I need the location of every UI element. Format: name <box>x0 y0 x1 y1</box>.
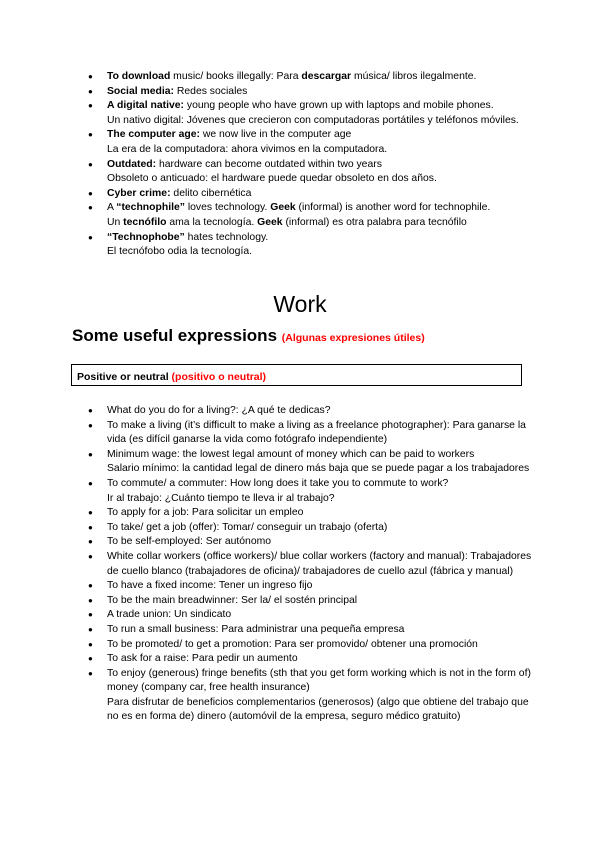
definition: Redes sociales <box>174 85 248 97</box>
list-item: ● What do you do for a living?: ¿A qué te dedicas? <box>88 404 538 419</box>
list-item <box>88 99 538 128</box>
term: “Technophobe” <box>107 231 185 243</box>
translation: El tecnófobo odia la tecnología. <box>107 246 252 258</box>
definition: we now live in the computer age <box>199 129 352 141</box>
definition: delito cibernética <box>170 187 252 199</box>
text: Un <box>107 216 124 228</box>
term: To download <box>107 71 171 82</box>
page-title: Work <box>273 291 327 317</box>
text: (informal) es otra palabra para tecnófilo <box>282 216 467 228</box>
term: Social media: <box>107 85 174 97</box>
list-item: ● To take/ get a job (offer): Tomar/ conseguir un trabajo (oferta) <box>88 521 538 536</box>
list-item: ● To apply for a job: Para solicitar un empleo <box>88 506 538 521</box>
list-item: ● White collar workers (office workers)/ blue collar workers (factory and manual): Trabajadores de cuello blanco (trabajadores de oficina)/ trabajadores de cuello azul (fábrica y manual) <box>88 550 538 579</box>
list-item: ● To enjoy (generous) fringe benefits (sth that you get form working which is not in the form of) money (company car, free health insurance) Para disfrutar de beneficios complementarios (generosos) (algo que obtiene del trabajo que no es en forma de) dinero (automóvil de la empresa, seguro médico gratuito) <box>88 667 538 725</box>
term: descargar <box>301 71 352 82</box>
category-label: Positive or neutral <box>77 371 169 383</box>
list-item <box>88 187 538 202</box>
list-item: ● To be self-employed: Ser autónomo <box>88 535 538 550</box>
category-box <box>71 364 522 386</box>
section-heading-translation: (Algunas expresiones útiles) <box>281 332 425 344</box>
translation: Un nativo digital: Jóvenes que crecieron con computadoras portátiles y teléfonos móviles. <box>107 114 519 126</box>
term: tecnófilo <box>123 216 167 228</box>
term: Geek <box>257 216 283 228</box>
list-item: ● To be the main breadwinner: Ser la/ el sostén principal <box>88 594 538 609</box>
technology-vocabulary-list <box>88 70 538 260</box>
term: Outdated: <box>107 158 157 170</box>
list-item <box>88 201 538 230</box>
translation: Obsoleto o anticuado: el hardware puede quedar obsoleto en dos años. <box>107 173 437 185</box>
term: A digital native: <box>107 100 184 112</box>
definition: hardware can become outdated within two years <box>156 158 382 170</box>
translation <box>107 216 538 231</box>
definition: music/ books illegally: Para <box>170 71 302 82</box>
list-item <box>88 70 538 85</box>
list-item <box>88 231 538 260</box>
term: “technophile” <box>116 202 185 214</box>
section-heading <box>72 326 425 346</box>
list-item <box>88 85 538 100</box>
definition: young people who have grown up with laptops and mobile phones. <box>183 100 494 112</box>
list-item: ● Minimum wage: the lowest legal amount of money which can be paid to workers Salario mínimo: la cantidad legal de dinero más baja que se puede pagar a los trabajadores <box>88 448 538 477</box>
list-item: ● To ask for a raise: Para pedir un aumento <box>88 652 538 667</box>
text: (informal) is another word for technophile. <box>295 202 491 214</box>
definition: hates technology. <box>184 231 269 243</box>
text: loves technology. <box>184 202 271 214</box>
term: Cyber crime: <box>107 187 171 199</box>
list-item: ● To commute/ a commuter: How long does it take you to commute to work? Ir al trabajo: ¿Cuánto tiempo te lleva ir al trabajo? <box>88 477 538 506</box>
work-expressions-list <box>88 404 538 725</box>
list-item <box>88 158 538 187</box>
list-item: ● To make a living (it’s difficult to make a living as a freelance photographer): Para ganarse la vida (es difícil ganarse la vida como fotógrafo independiente) <box>88 419 538 448</box>
category-translation: (positivo o neutral) <box>171 371 267 383</box>
list-item: ● To be promoted/ to get a promotion: Para ser promovido/ obtener una promoción <box>88 638 538 653</box>
section-heading-text: Some useful expressions <box>72 326 278 345</box>
text: A <box>107 202 117 214</box>
list-item: ● To have a fixed income: Tener un ingreso fijo <box>88 579 538 594</box>
term: Geek <box>270 202 296 214</box>
translation: La era de la computadora: ahora vivimos en la computadora. <box>107 143 388 155</box>
term: The computer age: <box>107 129 200 141</box>
list-item: ● A trade union: Un sindicato <box>88 608 538 623</box>
definition: música/ libros ilegalmente. <box>351 71 477 82</box>
list-item: ● To run a small business: Para administrar una pequeña empresa <box>88 623 538 638</box>
list-item <box>88 128 538 157</box>
text: ama la tecnología. <box>166 216 258 228</box>
